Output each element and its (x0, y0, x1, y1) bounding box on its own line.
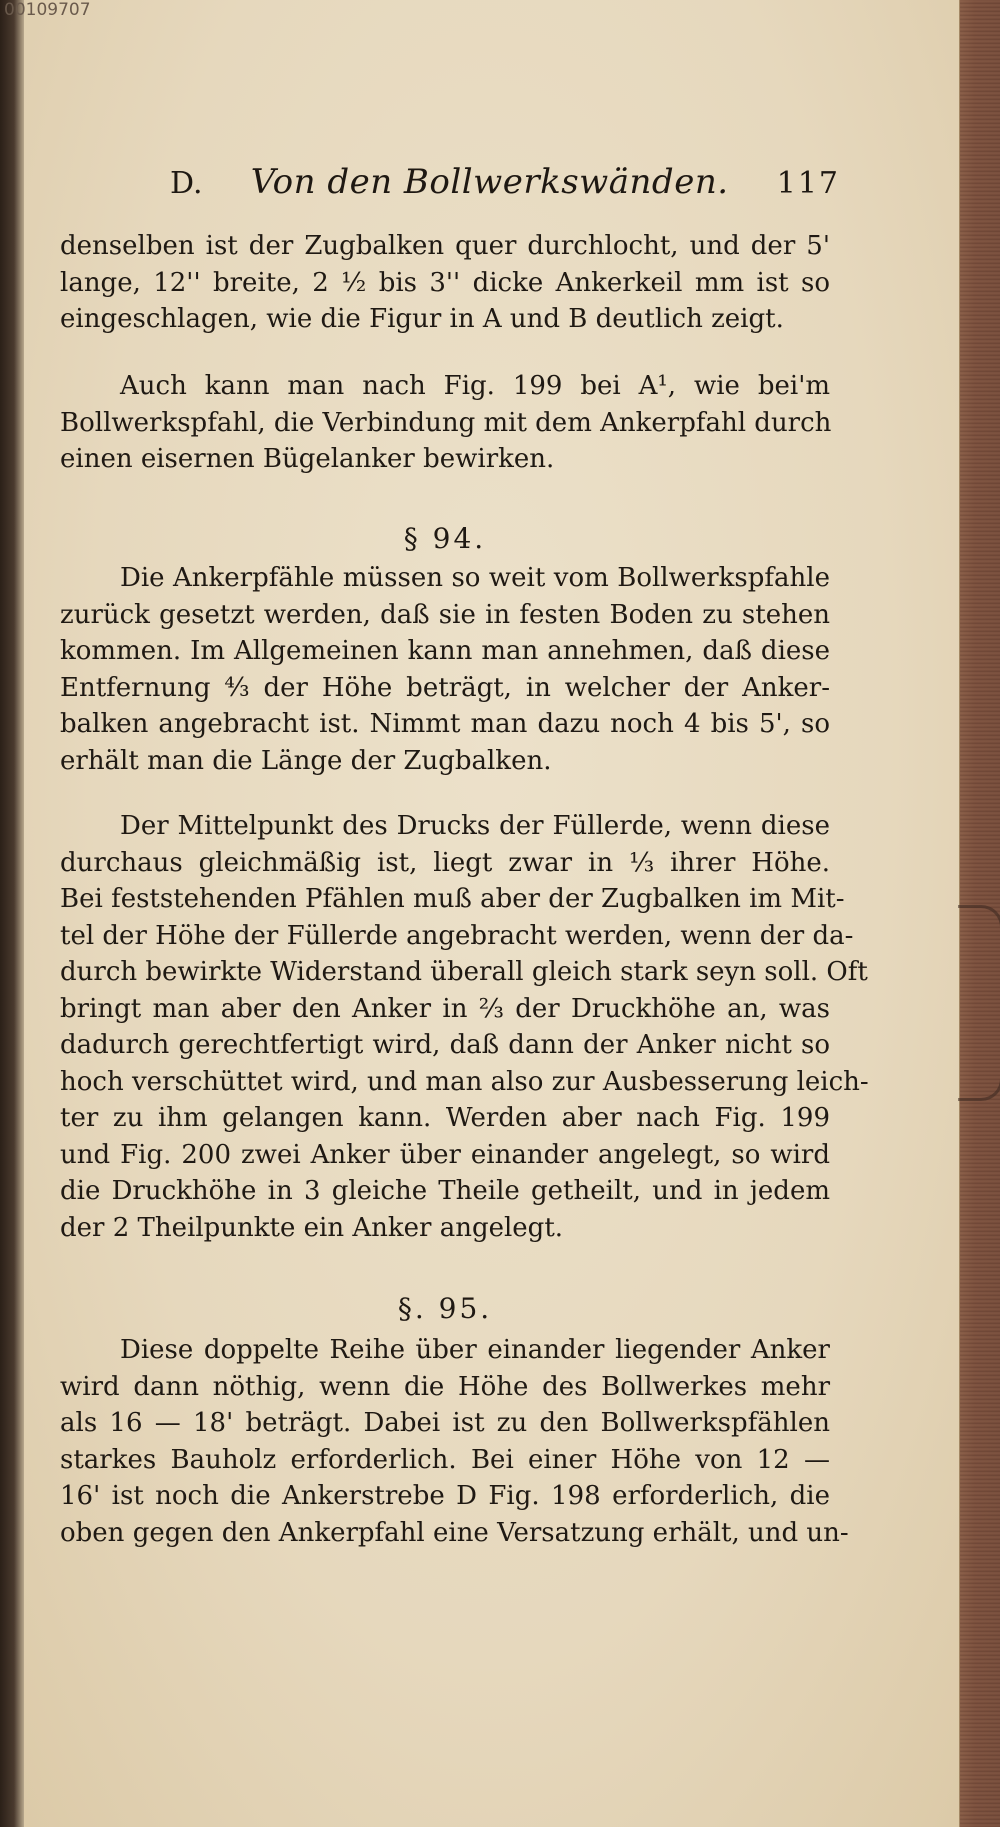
text-line: bringt man aber den Anker in ⅔ der Druckhöhe an, was (60, 993, 830, 1024)
text-line: tel der Höhe der Füllerde angebracht werden, wenn der da- (60, 920, 854, 951)
text-line: Bei feststehenden Pfählen muß aber der Zugbalken im Mit- (60, 884, 845, 914)
text-line: und Fig. 200 zwei Anker über einander angelegt, so wird (60, 1139, 830, 1170)
text-line: Entfernung ⁴⁄₃ der Höhe beträgt, in welcher der Anker- (60, 672, 830, 703)
chapter-title: Von den Bollwerkswänden. (250, 162, 729, 202)
text-line: Bollwerkspfahl, die Verbindung mit dem Ankerpfahl durch (60, 407, 832, 438)
text-line: balken angebracht ist. Nimmt man dazu noch 4 bis 5', so (60, 709, 830, 739)
paragraph-4 (60, 808, 869, 1246)
section-heading-95: §. 95. (397, 1292, 493, 1325)
paragraph-1 (60, 228, 830, 338)
text-line: oben gegen den Ankerpfahl eine Versatzung erhält, und un- (60, 1517, 849, 1548)
text-line: kommen. Im Allgemeinen kann man annehmen, daß diese (60, 636, 830, 666)
section-heading-94: § 94. (403, 522, 487, 555)
text-line: ter zu ihm gelangen kann. Werden aber nach Fig. 199 (60, 1103, 830, 1133)
text-line: der 2 Theilpunkte ein Anker angelegt. (60, 1212, 564, 1243)
text-line: hoch verschüttet wird, und man also zur Ausbesserung leich- (60, 1066, 869, 1097)
text-line: Auch kann man nach Fig. 199 bei A¹, wie bei'm (120, 371, 830, 401)
paragraph-2 (60, 368, 830, 478)
paragraph-5 (60, 1332, 849, 1551)
text-line: denselben ist der Zugbalken quer durchlocht, und der 5' (60, 231, 830, 261)
text-line: eingeschlagen, wie die Figur in A und B deutlich zeigt. (60, 304, 784, 334)
text-line: starkes Bauholz erforderlich. Bei einer Höhe von 12 — (60, 1444, 830, 1475)
paragraph-3 (60, 560, 830, 779)
chapter-letter: D. (170, 166, 203, 201)
page-number: 117 (776, 166, 840, 201)
scan-id: 00109707 (4, 0, 91, 20)
text-line: die Druckhöhe in 3 gleiche Theile getheilt, und in jedem (60, 1176, 830, 1206)
running-header (170, 162, 840, 212)
text-line: einen eisernen Bügelanker bewirken. (60, 444, 555, 474)
text-line: Diese doppelte Reihe über einander liegender Anker (120, 1335, 830, 1365)
text-line: Der Mittelpunkt des Drucks der Füllerde, wenn diese (120, 811, 830, 841)
text-line: dadurch gerechtfertigt wird, daß dann der Anker nicht so (60, 1030, 830, 1060)
text-line: durchaus gleichmäßig ist, liegt zwar in ⅓ ihrer Höhe. (60, 847, 830, 878)
text-line: als 16 — 18' beträgt. Dabei ist zu den Bollwerkspfählen (60, 1408, 830, 1438)
text-line: 16' ist noch die Ankerstrebe D Fig. 198 erforderlich, die (60, 1481, 830, 1511)
text-line: erhält man die Länge der Zugbalken. (60, 745, 552, 776)
text-line: lange, 12'' breite, 2 ½ bis 3'' dicke Ankerkeil mm ist so (60, 267, 830, 298)
text-line: zurück gesetzt werden, daß sie in festen Boden zu stehen (60, 599, 830, 630)
book-clasp-shadow (958, 905, 1000, 1101)
text-line: wird dann nöthig, wenn die Höhe des Bollwerkes mehr (60, 1371, 830, 1402)
text-line: Die Ankerpfähle müssen so weit vom Bollwerkspfahle (120, 563, 830, 593)
text-line: durch bewirkte Widerstand überall gleich stark seyn soll. Oft (60, 957, 868, 987)
